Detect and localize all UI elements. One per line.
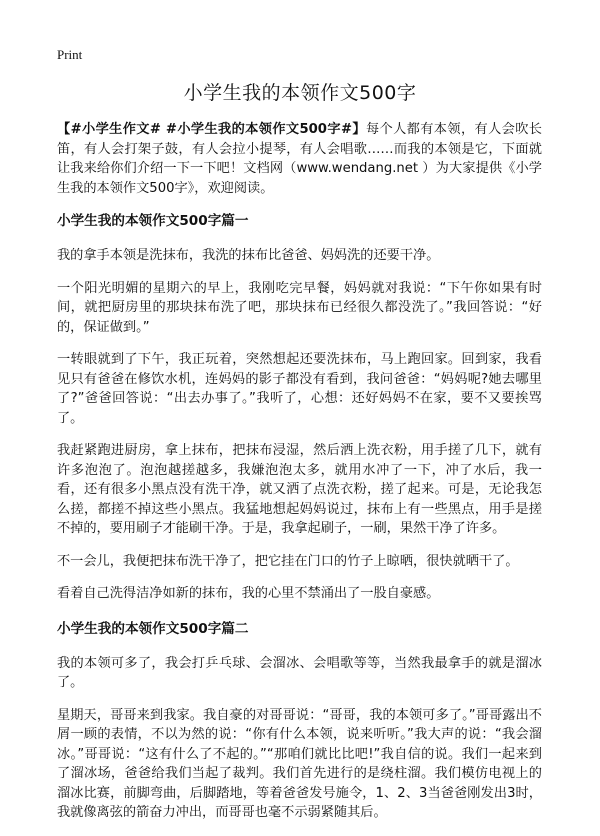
- section-heading: 小学生我的本领作文500字篇一: [57, 213, 249, 229]
- section-two: [57, 620, 542, 823]
- paragraph: 看着自己洗得洁净如新的抹布，我的心里不禁涌出了一股自豪感。: [57, 586, 440, 601]
- section-one: [57, 212, 542, 604]
- document-body: [57, 120, 542, 836]
- intro-paragraph: [57, 120, 542, 198]
- section-heading: 小学生我的本领作文500字篇二: [57, 620, 249, 637]
- paragraph: 不一会儿，我便把抹布洗干净了，把它挂在门口的竹子上晾晒，很快就晒干了。: [57, 553, 519, 569]
- paragraph: 我赶紧跑进厨房，拿上抹布，把抹布浸湿，然后洒上洗衣粉，用手搓了几下，就有许多泡泡了。泡泡越搓越多，我嫌泡泡太多，就用水冲了一下，冲了水后，我一看，还有很多小黑点没有洗干净，就又洒了点洗衣粉，搓了起来。可是，无论我怎么搓，都搓不掉这些小黑点。我猛地想起妈妈说过，抹布上有一些黑点，用手是搓不掉的，要用刷子才能刷干净。于是，我拿起刷子，一刷，果然干净了许多。: [57, 443, 542, 536]
- paragraph: 星期天，哥哥来到我家。我自豪的对哥哥说：“哥哥，我的本领可多了。”哥哥露出不屑一顾的表情，不以为然的说：“你有什么本领，说来听听。”我大声的说：“我会溜冰。”哥哥说：“这有什么了不起的。”“那咱们就比比吧!”我自信的说。我们一起来到了溜冰场，爸爸给我们当起了裁判。我们首先进行的是绕柱溜。我们模仿电视上的溜冰比赛，前脚弯曲，后脚踏地，等着爸爸发号施令，1、2、3当爸爸刚发出3时，我就像离弦的箭奋力冲出，而哥哥也毫不示弱紧随其后。: [57, 707, 542, 820]
- paragraph: 我的本领可多了，我会打乒乓球、会溜冰、会唱歌等等，当然我最拿手的就是溜冰了。: [57, 655, 542, 690]
- page-title: 小学生我的本领作文500字: [183, 82, 417, 104]
- paragraph: 一转眼就到了下午，我正玩着，突然想起还要洗抹布，马上跑回家。回到家，我看见只有爸爸在修饮水机，连妈妈的影子都没有看到，我问爸爸：“妈妈呢?她去哪里了?”爸爸回答说：“出去办事了。”我听了，心想：还好妈妈不在家，要不又要挨骂了。: [57, 352, 542, 426]
- print-label: Print: [57, 47, 83, 62]
- paragraph: 一个阳光明媚的星期六的早上，我刚吃完早餐，妈妈就对我说：“下午你如果有时间，就把厨房里的那块抹布洗了吧，那块抹布已经很久都没洗了。”我回答说：“好的，保证做到。”: [57, 280, 542, 335]
- intro-text: 每个人都有本领，有人会吹长笛，有人会打架子鼓，有人会拉小提琴，有人会唱歌……而我的本领是它，下面就让我来给你们介绍一下一下吧！文档网（www.wendang.net ）为大家提供《小学生我的本领作文500字》，欢迎阅读。: [57, 122, 542, 196]
- intro-tags: 【#小学生作文# #小学生我的本领作文500字#】: [57, 122, 366, 137]
- paragraph: 我的拿手本领是洗抹布，我洗的抹布比爸爸、妈妈洗的还要干净。: [57, 248, 440, 263]
